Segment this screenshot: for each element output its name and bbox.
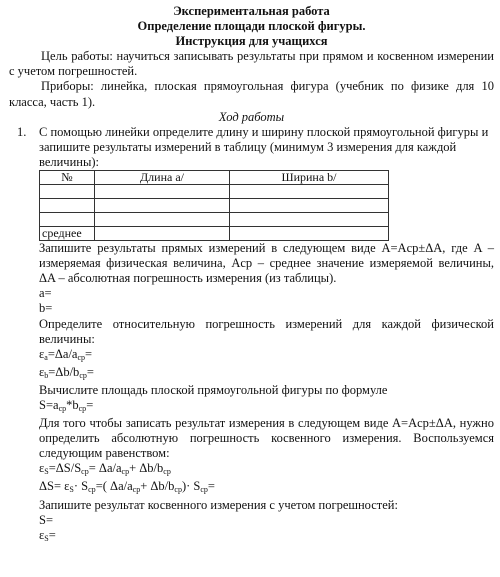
area-formula: $S=a_{ср}*b_{ср}=$ <box>39 397 94 413</box>
area-instruction: Вычислите площадь плоской прямоугольной фигуры по формуле <box>39 382 388 397</box>
relative-error-area-formula: $\varepsilon_S=\Delta S/S_{ср}= \Delta a/a_{ср}+ \Delta b/b_{ср}$ <box>39 461 171 477</box>
table-row <box>40 185 389 199</box>
epsilon-a-formula: $\varepsilon_a=\Delta a/a_{ср}=$ <box>39 346 93 362</box>
s-result-line: S= <box>39 512 54 527</box>
table-header-number: № <box>40 171 95 185</box>
epsilon-s-line: $\varepsilon_S=$ <box>39 527 56 543</box>
table-cell <box>230 185 389 199</box>
table-row-average <box>40 227 389 241</box>
table-cell <box>230 213 389 227</box>
table-cell <box>40 213 95 227</box>
progress-heading: Ход работы <box>218 109 285 124</box>
table-header-length: Длина a/ <box>95 171 230 185</box>
relative-error-text: Определите относительную погрешность измерений для каждой физической величины: <box>39 316 494 346</box>
goal-paragraph: Цель работы: научиться записывать результаты при прямом и косвенном измерении с учетом погрешностей. <box>9 49 494 79</box>
epsilon-b-formula: $\varepsilon_b=\Delta b/b_{ср}=$ <box>39 364 94 380</box>
indirect-measurement-text: Для того чтобы записать результат измерения в следующем виде A=Aср±ΔA, нужно определить абсолютную погрешность косвенного измерения. Воспользуемся следующим равенством: <box>39 416 494 461</box>
table-cell <box>230 199 389 213</box>
table-row <box>40 213 389 227</box>
final-instruction: Запишите результат косвенного измерения с учетом погрешностей: <box>39 497 398 512</box>
step-1 <box>17 125 494 170</box>
measurements-table <box>39 170 389 241</box>
title-line-1: Экспериментальная работа <box>173 4 330 18</box>
table-cell-average-label: среднее <box>40 227 95 241</box>
table-cell <box>95 227 230 241</box>
table-cell <box>40 185 95 199</box>
equipment-paragraph: Приборы: линейка, плоская прямоугольная фигура (учебник по физике для 10 класса, часть 1). <box>9 79 494 109</box>
table-header-width: Ширина b/ <box>230 171 389 185</box>
table-cell <box>40 199 95 213</box>
b-result-line: b= <box>39 301 53 316</box>
title-line-2: Определение площади плоской фигуры. <box>137 19 366 34</box>
table-cell <box>95 199 230 213</box>
absolute-error-area-formula: $\Delta S= \varepsilon_S\cdot S_{ср}=$( $\Delta a/a_{ср}+ \Delta b/b_{ср})\cdot S_{ср}=$ <box>39 479 215 495</box>
step-1-text: С помощью линейки определите длину и ширину плоской прямоугольной фигуры и запишите результаты измерений в таблицу (минимум 3 измерения для каждой величины): <box>39 124 489 169</box>
table-cell <box>95 185 230 199</box>
table-row <box>40 199 389 213</box>
step-1-number: 1. <box>17 124 27 139</box>
a-result-line: a= <box>39 286 52 301</box>
table-header-row <box>40 171 389 185</box>
title-line-3: Инструкция для учащихся <box>175 34 328 49</box>
direct-measurement-text: Запишите результаты прямых измерений в следующем виде A=Aср±ΔA, где A – измеряемая физическая величина, Aср – среднее значение измеряемой величины, ΔA – абсолютная погрешность измерения (из таблицы). <box>39 241 494 286</box>
table-cell <box>230 227 389 241</box>
table-cell <box>95 213 230 227</box>
